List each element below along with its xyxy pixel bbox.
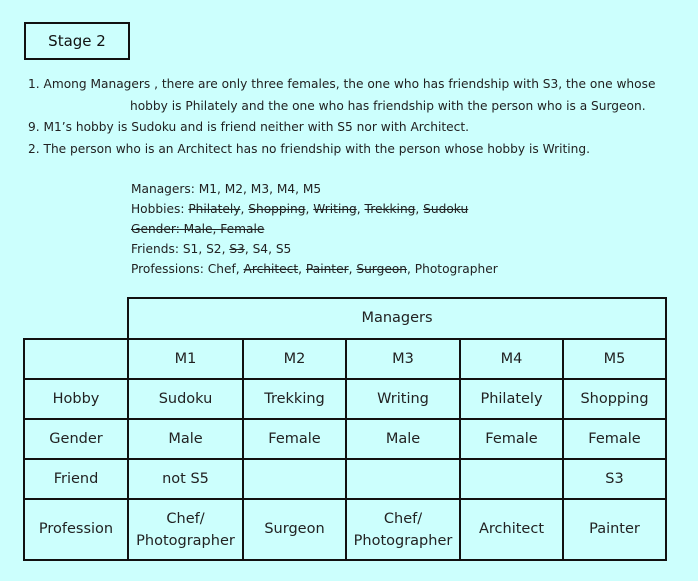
friend-option: S2 [206,242,222,256]
hobby-option: Shopping [248,202,306,216]
row-label-friend: Friend [53,470,99,487]
hobby-option: Writing [313,202,357,216]
column-header-m3: M3 [392,350,414,367]
friend-cell-m5: S3 [605,470,624,487]
table-grid-line [345,338,347,561]
professions-list-label: Professions: [131,262,204,276]
gender-cell-m2: Female [268,430,321,447]
profession-cell-m3: Chef/ Photographer [353,510,453,549]
column-header-m2: M2 [283,350,306,367]
hobby-cell-m4: Philately [480,390,543,407]
column-header-m5: M5 [603,350,626,367]
hobby-option: Sudoku [423,202,469,216]
hobby-cell-m1: Sudoku [158,390,213,407]
friend-cell-m4 [460,459,563,499]
managers-group-header: Managers [361,310,433,326]
clue-9: 9. M1’s hobby is Sudoku and is friend neither with S5 nor with Architect. [28,120,469,134]
gender-cell-m4: Female [485,430,538,447]
hobby-cell-m3: Writing [377,390,429,407]
gender-cell-m1: Male [168,430,203,447]
hobby-option: Trekking [364,202,416,216]
hobby-option: Philately [188,202,241,216]
row-label-hobby: Hobby [52,390,100,407]
column-header-m1: M1 [174,350,197,367]
clue-2: 2. The person who is an Architect has no friendship with the person whose hobby is Writing. [28,141,590,156]
profession-cell-m2: Surgeon [264,521,325,537]
option-lists [131,179,498,279]
friend-option: S3 [229,242,245,256]
stage-label-text: Stage 2 [48,32,106,50]
friend-option: S1 [182,242,199,256]
clue-1-line-2: hobby is Philately and the one who has friendship with the person who is a Surgeon. [130,98,646,113]
friends-list: Friends: S1, S2, S3, S4, S5 [131,242,292,256]
table-grid-line [665,297,667,561]
gender-list [131,219,498,239]
managers-list [131,179,498,199]
profession-option: Photographer [414,262,498,276]
profession-option: Surgeon [356,262,408,276]
gender-list-text: Gender: Male, Female [131,222,265,236]
friend-option: S4 [252,242,269,256]
clue-list [28,74,688,160]
column-header-m4: M4 [500,350,523,367]
stage-label [24,22,130,60]
hobby-cell-m5: Shopping [580,390,649,407]
row-label-profession: Profession [38,521,114,537]
clue-1-line-1: 1. Among Managers , there are only three females, the one who has friendship with S3, the one whose [28,77,656,91]
profession-option: Painter [305,262,349,276]
friend-option: S5 [275,242,292,256]
friend-cell-m3 [346,459,460,499]
professions-list: Professions: Chef, Architect, Painter, Surgeon, Photographer [131,262,498,276]
hobbies-list: Hobbies: Philately, Shopping, Writing, Trekking, Sudoku [131,202,469,216]
row-label-gender: Gender [49,430,103,447]
table-grid-line [562,338,564,561]
profession-option: Architect [243,262,299,276]
managers-list-items: M1, M2, M3, M4, M5 [198,182,322,196]
table-grid-line [459,338,461,561]
managers-list-label: Managers: [131,182,195,196]
friends-list-label: Friends: [131,242,179,256]
profession-option: Chef [207,262,236,276]
table-grid-line [23,338,25,561]
friend-cell-m1: not S5 [162,470,209,487]
table-grid-line [127,297,667,299]
hobby-cell-m2: Trekking [264,390,325,407]
profession-cell-m4: Architect [478,521,545,537]
gender-cell-m3: Male [385,430,421,447]
hobbies-list-label: Hobbies: [131,202,185,216]
profession-cell-m1: Chef/ Photographer [136,510,235,549]
managers-table [24,298,666,560]
table-grid-line [127,297,129,561]
friend-cell-m2 [243,459,346,499]
gender-cell-m5: Female [588,430,641,447]
table-grid-line [242,338,244,561]
profession-cell-m5: Painter [589,521,640,537]
